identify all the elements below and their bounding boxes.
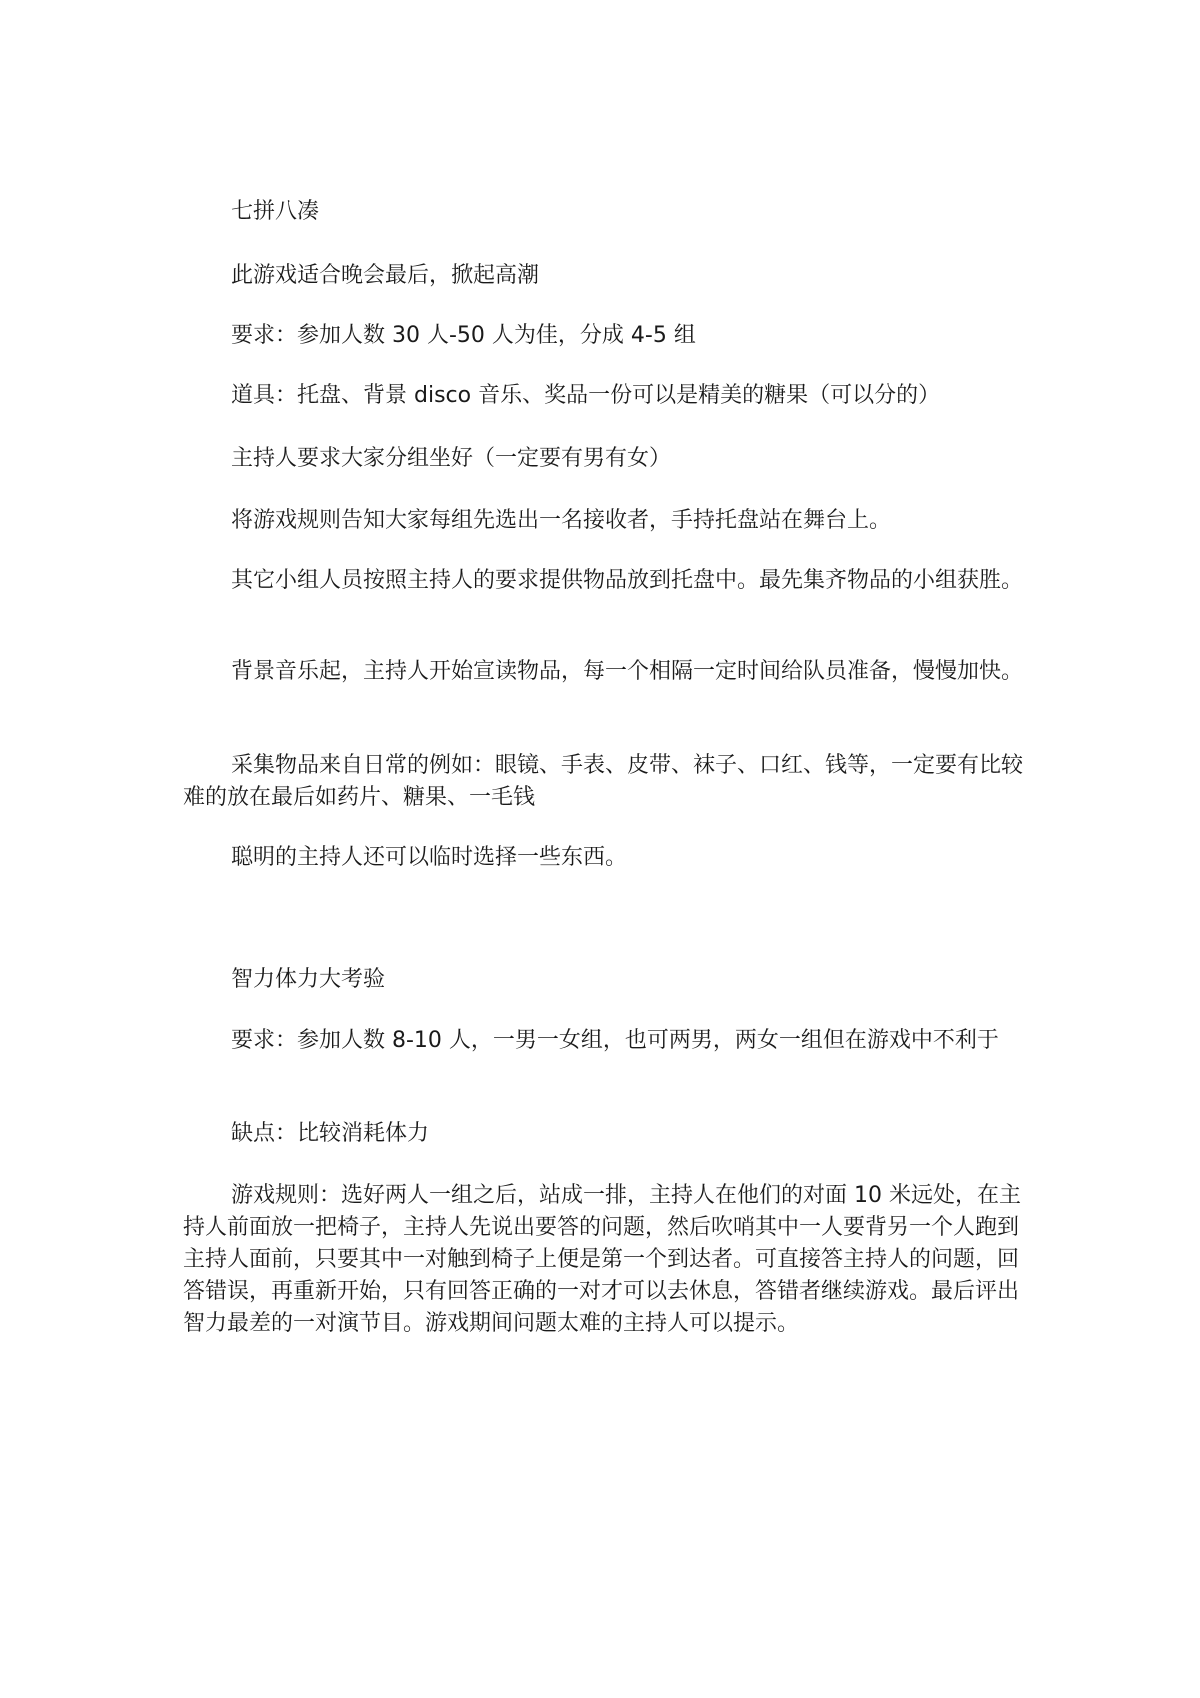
paragraph-step-3: 其它小组人员按照主持人的要求提供物品放到托盘中。最先集齐物品的小组获胜。 bbox=[231, 568, 1024, 593]
paragraph-props: 道具：托盘、背景 disco 音乐、奖品一份可以是精美的糖果（可以分的） bbox=[231, 383, 941, 408]
paragraph-step-4: 背景音乐起，主持人开始宣读物品，每一个相隔一定时间给队员准备，慢慢加快。 bbox=[231, 659, 1024, 684]
document-page bbox=[183, 0, 1033, 1698]
section-title-zhili-tili: 智力体力大考验 bbox=[231, 967, 386, 992]
paragraph-step-5: 采集物品来自日常的例如：眼镜、手表、皮带、袜子、口红、钱等，一定要有比较难的放在最后如药片、糖果、一毛钱 bbox=[183, 753, 1024, 810]
paragraph-rules: 游戏规则：选好两人一组之后，站成一排，主持人在他们的对面 10 米远处，在主持人前面放一把椅子，主持人先说出要答的问题，然后吹哨其中一人要背另一个人跑到主持人面前，只要其中一对触到椅子上便是第一个到达者。可直接答主持人的问题，回答错误，再重新开始，只有回答正确的一对才可以去休息，答错者继续游戏。最后评出智力最差的一对演节目。游戏期间问题太难的主持人可以提示。 bbox=[183, 1183, 1021, 1336]
paragraph-requirement-2: 要求：参加人数 8-10 人，一男一女组，也可两男，两女一组但在游戏中不利于 bbox=[231, 1028, 999, 1053]
paragraph-step-1: 主持人要求大家分组坐好（一定要有男有女） bbox=[231, 446, 672, 471]
paragraph-requirement: 要求：参加人数 30 人-50 人为佳，分成 4-5 组 bbox=[231, 323, 696, 348]
paragraph-step-2: 将游戏规则告知大家每组先选出一名接收者，手持托盘站在舞台上。 bbox=[231, 508, 892, 533]
paragraph-drawback: 缺点：比较消耗体力 bbox=[231, 1121, 430, 1146]
section-title-qipinbacou: 七拼八凑 bbox=[231, 199, 320, 224]
paragraph-step-6: 聪明的主持人还可以临时选择一些东西。 bbox=[231, 845, 628, 870]
paragraph-intro: 此游戏适合晚会最后，掀起高潮 bbox=[231, 263, 540, 288]
